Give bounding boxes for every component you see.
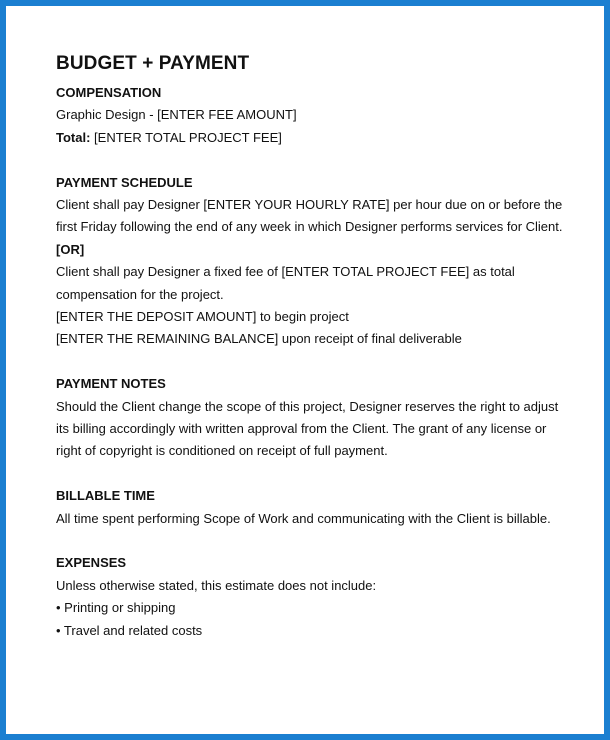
- expenses-line: Unless otherwise stated, this estimate does not include:: [56, 577, 377, 593]
- payment-schedule-line: [ENTER THE DEPOSIT AMOUNT] to begin project: [56, 309, 349, 325]
- compensation-fee-line: Graphic Design - [ENTER FEE AMOUNT]: [56, 107, 297, 123]
- section-gap: [56, 530, 576, 552]
- payment-schedule-line: first Friday following the end of any week in which Designer performs services for Client.: [56, 219, 563, 235]
- total-label: Total:: [56, 129, 91, 145]
- expenses-heading: EXPENSES: [56, 555, 127, 571]
- payment-schedule-line: compensation for the project.: [56, 286, 224, 302]
- payment-notes-line: its billing accordingly with written approval from the Client. The grant of any license or: [56, 421, 547, 437]
- section-gap: [56, 463, 576, 485]
- section-gap: [56, 149, 576, 171]
- payment-schedule-or: [OR]: [56, 241, 85, 257]
- payment-schedule-heading: PAYMENT SCHEDULE: [56, 174, 193, 190]
- expenses-bullet-item: • Printing or shipping: [56, 600, 176, 616]
- payment-notes-line: right of copyright is conditioned on receipt of full payment.: [56, 443, 388, 459]
- payment-notes-heading: PAYMENT NOTES: [56, 376, 166, 392]
- expenses-bullet-item: • Travel and related costs: [56, 622, 203, 638]
- document-title: BUDGET + PAYMENT: [56, 53, 250, 74]
- compensation-heading: COMPENSATION: [56, 85, 162, 100]
- payment-schedule-line: Client shall pay Designer a fixed fee of [ENTER TOTAL PROJECT FEE] as total: [56, 264, 515, 280]
- document-body: [56, 52, 576, 642]
- payment-schedule-line: Client shall pay Designer [ENTER YOUR HOURLY RATE] per hour due on or before the: [56, 197, 563, 213]
- payment-schedule-line: [ENTER THE REMAINING BALANCE] upon receipt of final deliverable: [56, 331, 462, 347]
- compensation-total-line: [56, 127, 576, 149]
- total-value: [ENTER TOTAL PROJECT FEE]: [90, 129, 282, 145]
- billable-time-heading: BILLABLE TIME: [56, 488, 155, 504]
- billable-time-line: All time spent performing Scope of Work and communicating with the Client is billable.: [56, 510, 551, 526]
- payment-notes-line: Should the Client change the scope of this project, Designer reserves the right to adjust: [56, 398, 559, 414]
- section-gap: [56, 351, 576, 373]
